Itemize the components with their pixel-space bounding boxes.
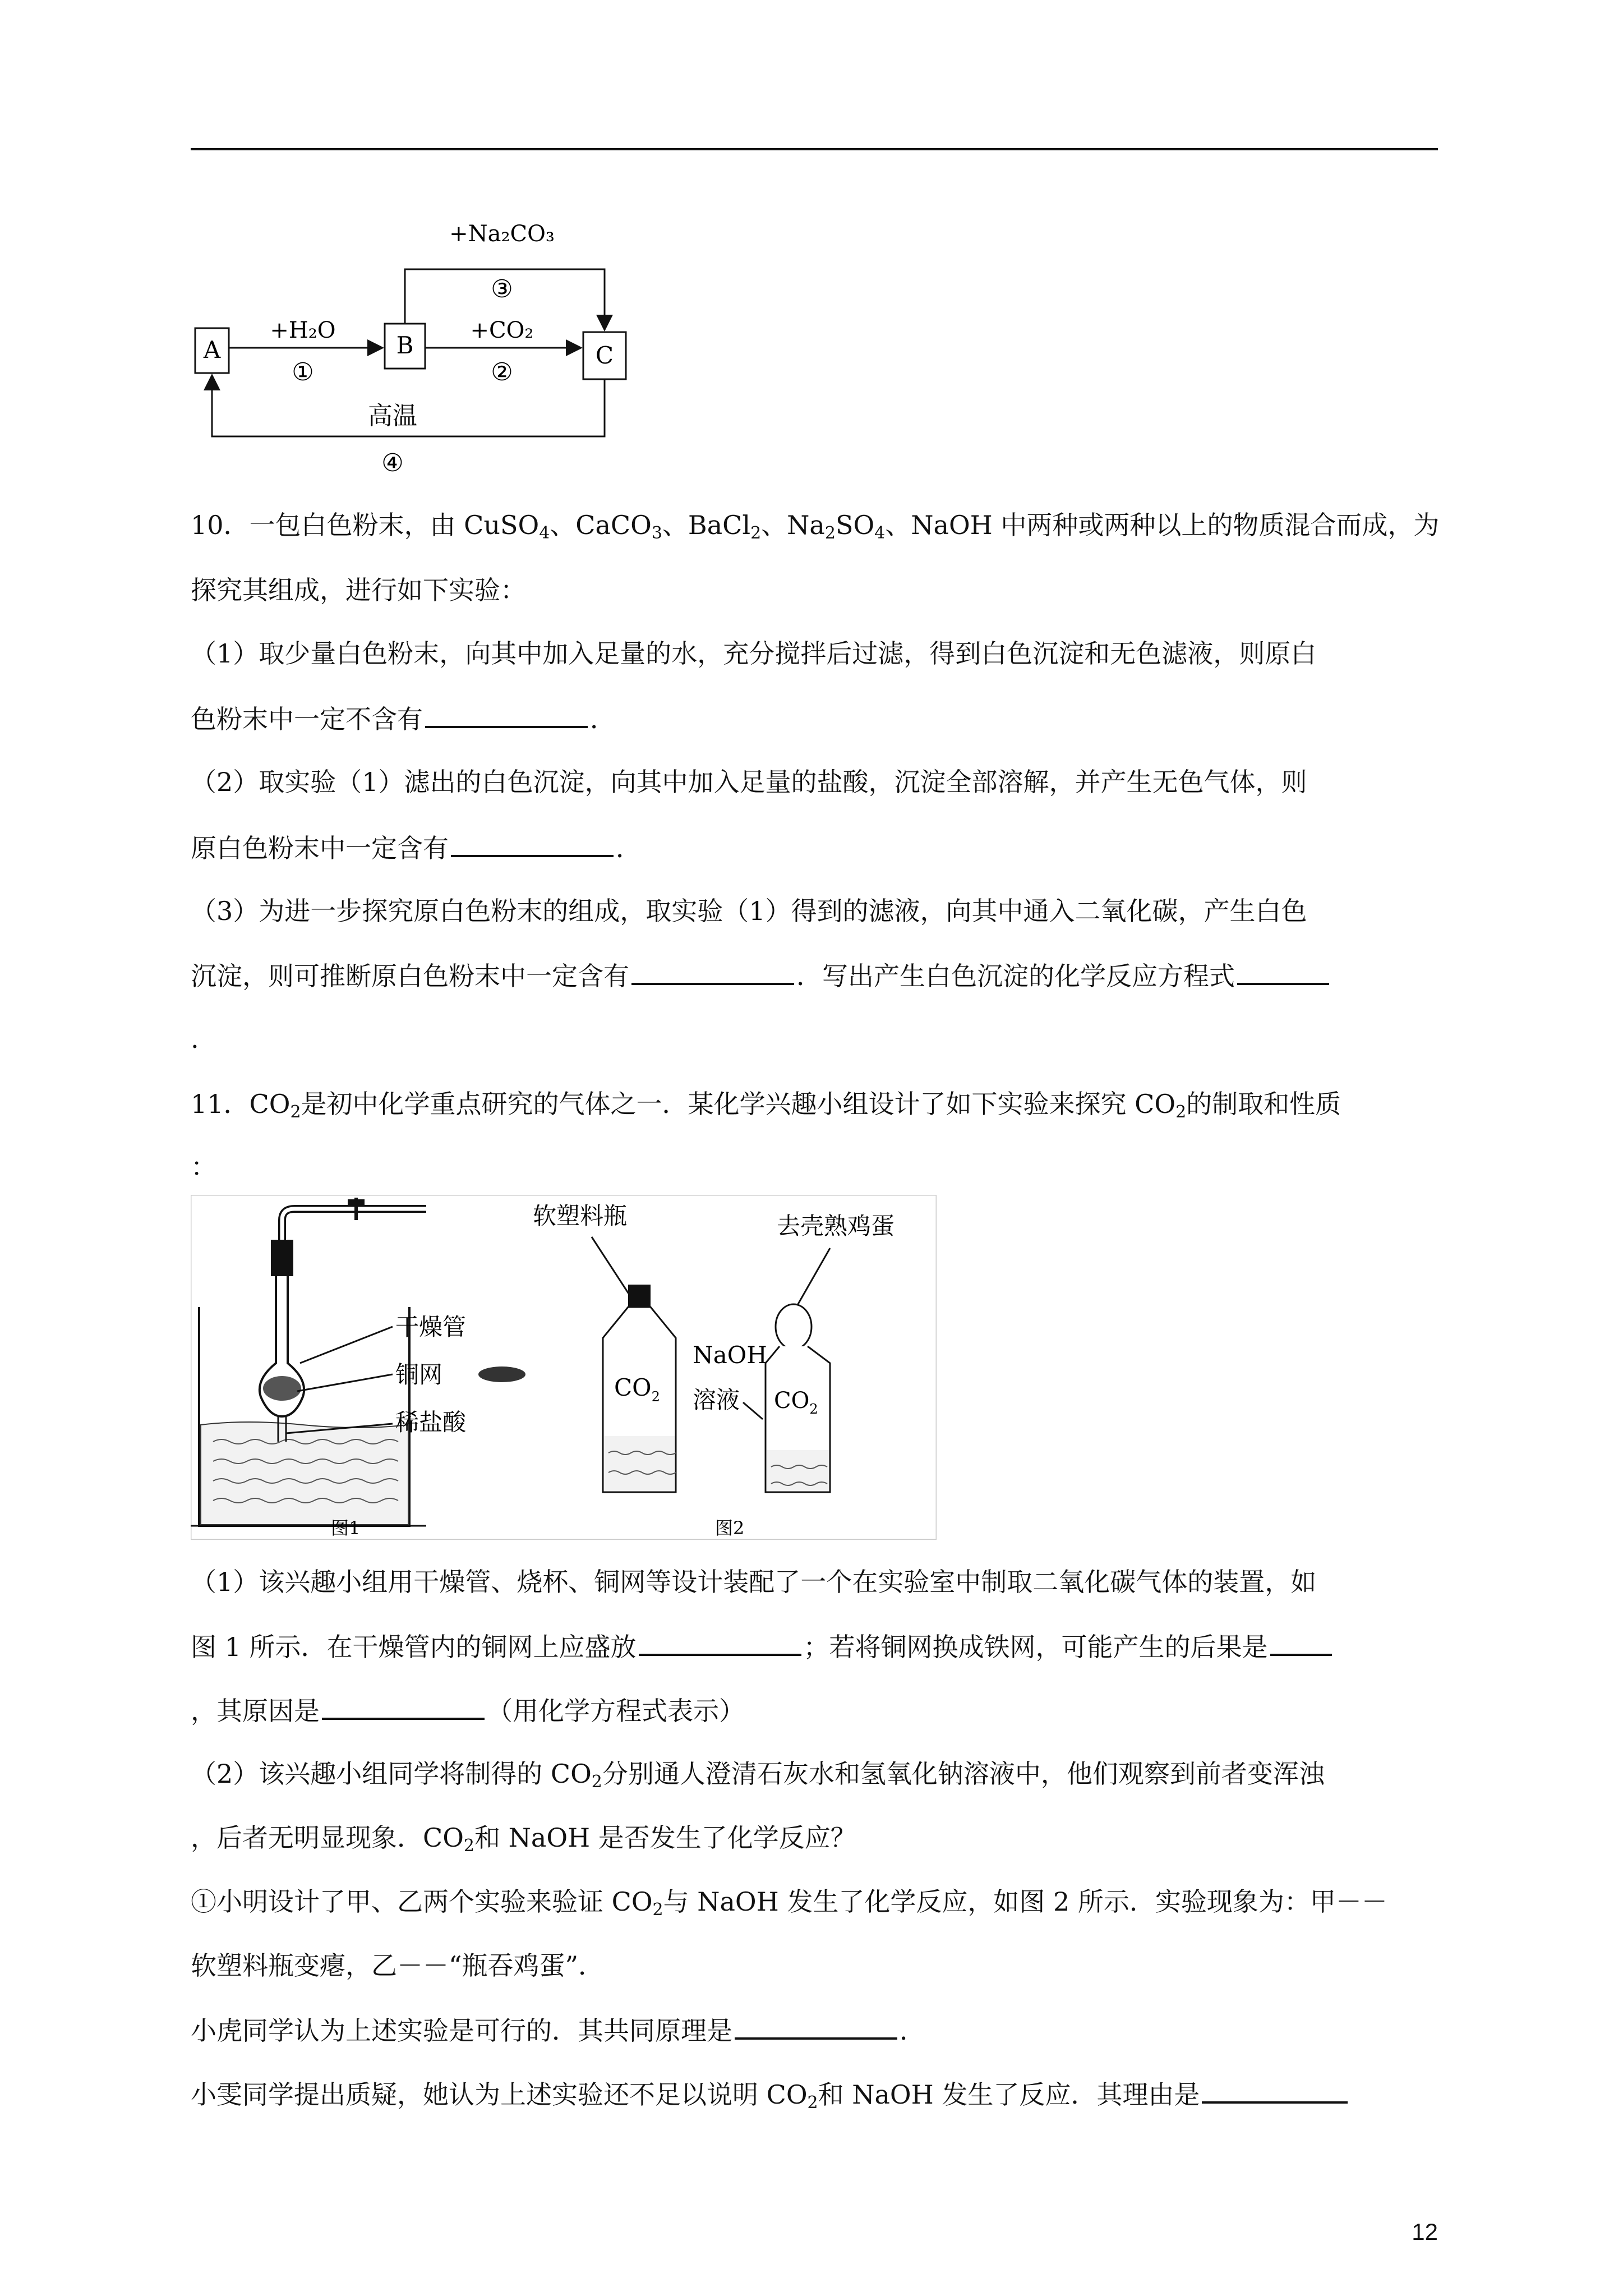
reagent-2: +CO₂ bbox=[470, 318, 534, 343]
svg-text:CO2: $CO_2$ bbox=[614, 1374, 660, 1405]
answer-blank-10-1[interactable] bbox=[425, 701, 588, 728]
q10-line-4: 色粉末中一定不含有 ． bbox=[191, 701, 616, 736]
q10-line-8: 沉淀，则可推断原白色粉末中一定含有 ．写出产生白色沉淀的化学反应方程式 bbox=[191, 958, 1331, 993]
svg-text:铜网: 铜网 bbox=[395, 1361, 443, 1388]
answer-blank-11-5[interactable] bbox=[1202, 2077, 1348, 2104]
header-rule bbox=[191, 148, 1438, 150]
q11-line-1: 11．$CO_2$是初中化学重点研究的气体之一．某化学兴趣小组设计了如下实验来探究 $CO_2$的制取和性质 bbox=[191, 1089, 1341, 1122]
step-1: ① bbox=[292, 358, 314, 386]
answer-blank-11-1[interactable] bbox=[639, 1629, 801, 1656]
apparatus-figure bbox=[191, 1195, 937, 1540]
reaction-flow-diagram bbox=[191, 208, 628, 482]
svg-text:稀盐酸: 稀盐酸 bbox=[395, 1409, 467, 1436]
answer-blank-11-2[interactable] bbox=[1270, 1629, 1332, 1656]
answer-blank-11-3[interactable] bbox=[322, 1693, 485, 1720]
step-2: ② bbox=[491, 358, 513, 386]
answer-blank-10-4[interactable] bbox=[1237, 958, 1329, 985]
figure-2-label: 图2 bbox=[715, 1517, 745, 1539]
condition-4: 高温 bbox=[368, 402, 417, 430]
q10-line-3: （1）取少量白色粉末，向其中加入足量的水，充分搅拌后过滤，得到白色沉淀和无色滤液，则原白 bbox=[191, 638, 1317, 669]
q11-line-10: 小虎同学认为上述实验是可行的．其共同原理是 ． bbox=[191, 2013, 925, 2047]
q11-line-6: （2）该兴趣小组同学将制得的 $CO_2$分别通人澄清石灰水和氢氧化钠溶液中，他们观察到前者变浑浊 bbox=[191, 1759, 1325, 1792]
page-number: 12 bbox=[1412, 2219, 1438, 2245]
label-a: A bbox=[203, 336, 221, 364]
svg-text:干燥管: 干燥管 bbox=[395, 1313, 467, 1341]
q11-line-7: ，后者无明显现象．$CO_2$和 NaOH 是否发生了化学反应？ bbox=[191, 1823, 856, 1856]
answer-blank-10-2[interactable] bbox=[451, 830, 614, 857]
svg-text:去壳熟鸡蛋: 去壳熟鸡蛋 bbox=[777, 1212, 895, 1240]
q11-line-9: 软塑料瓶变瘪，乙－－“瓶吞鸡蛋”． bbox=[191, 1950, 605, 1981]
q10-line-7: （3）为进一步探究原白色粉末的组成，取实验（1）得到的滤液，向其中通入二氧化碳，产生白色 bbox=[191, 896, 1307, 926]
q11-line-4: 图 1 所示．在干燥管内的铜网上应盛放 ；若将铜网换成铁网，可能产生的后果是 bbox=[191, 1629, 1334, 1664]
svg-text:溶液: 溶液 bbox=[693, 1386, 740, 1414]
svg-text:NaOH: NaOH bbox=[693, 1341, 767, 1369]
q10-line-9: . bbox=[191, 1024, 199, 1054]
figure-1-label: 图1 bbox=[331, 1517, 361, 1539]
q10-line-1: 10．一包白色粉末，由 CuSO$_4$、CaCO$_3$、BaCl$_2$、$Na_2SO_4$、NaOH 中两种或两种以上的物质混合而成，为 bbox=[191, 510, 1440, 543]
q11-line-8: ①小明设计了甲、乙两个实验来验证 $CO_2$与 NaOH 发生了化学反应，如图 2 所示．实验现象为：甲－－ bbox=[191, 1887, 1387, 1920]
q10-line-2: 探究其组成，进行如下实验： bbox=[191, 575, 526, 605]
answer-blank-11-4[interactable] bbox=[735, 2013, 897, 2040]
q11-line-11: 小雯同学提出质疑，她认为上述实验还不足以说明 $CO_2$和 NaOH 发生了反应．其理由是 bbox=[191, 2077, 1350, 2111]
answer-blank-10-3[interactable] bbox=[631, 958, 794, 985]
q11-line-3: （1）该兴趣小组用干燥管、烧杯、铜网等设计装配了一个在实验室中制取二氧化碳气体的装置，如 bbox=[191, 1567, 1317, 1597]
svg-text:CO2: $CO_2$ bbox=[774, 1388, 818, 1417]
reagent-1: +H₂O bbox=[270, 318, 336, 343]
label-c: C bbox=[595, 342, 614, 369]
reagent-3: +Na₂CO₃ bbox=[449, 221, 555, 247]
q11-line-2: ： bbox=[191, 1152, 216, 1182]
label-b: B bbox=[396, 332, 414, 359]
step-3: ③ bbox=[491, 275, 513, 303]
q11-line-5: ，其原因是 （用化学方程式表示） bbox=[191, 1693, 745, 1728]
svg-text:软塑料瓶: 软塑料瓶 bbox=[533, 1202, 628, 1230]
q10-line-6: 原白色粉末中一定含有 ． bbox=[191, 830, 642, 865]
q10-line-5: （2）取实验（1）滤出的白色沉淀，向其中加入足量的盐酸，沉淀全部溶解，并产生无色气体，则 bbox=[191, 767, 1307, 797]
step-4: ④ bbox=[381, 449, 404, 477]
